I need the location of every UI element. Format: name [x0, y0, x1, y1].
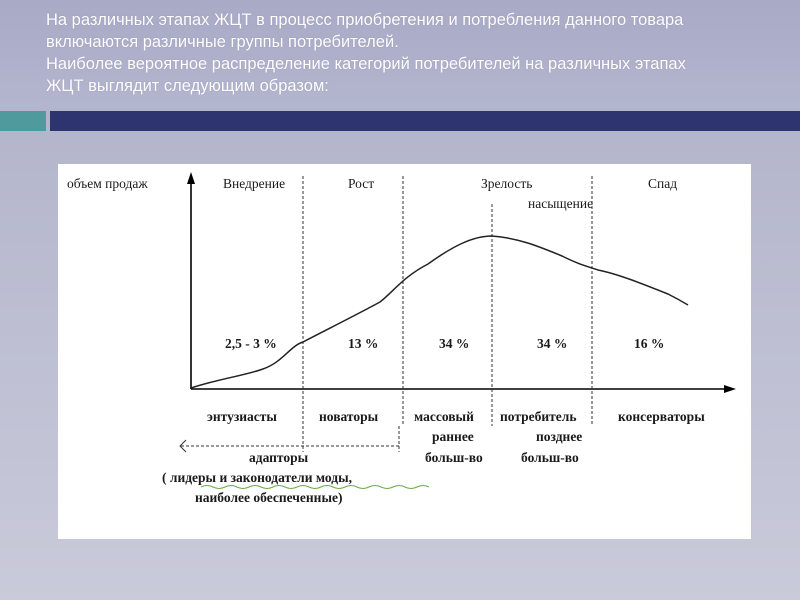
group-mass-early-3: больш-во: [425, 450, 483, 465]
header-line-1: На различных этапах ЖЦТ в процесс приобретения и потребления данного товара: [46, 11, 684, 29]
header-line-4: ЖЦТ выглядит следующим образом:: [46, 77, 329, 95]
group-conservatives: консерваторы: [618, 409, 705, 424]
group-innovators: новаторы: [319, 409, 379, 424]
life-cycle-diagram: [58, 164, 751, 539]
group-enthusiasts: энтузиасты: [207, 409, 277, 424]
y-axis-label: объем продаж: [67, 176, 148, 191]
header-text: [46, 9, 786, 97]
percent-saturation: 34 %: [537, 336, 568, 351]
x-axis-arrow: [724, 385, 736, 393]
group-consumer-late-1: потребитель: [500, 409, 577, 424]
adaptors-note-2: наиболее обеспеченные): [195, 490, 343, 505]
accent-bar-navy: [50, 111, 800, 131]
stage-saturation-label: насыщение: [528, 196, 594, 211]
percent-maturity: 34 %: [439, 336, 470, 351]
stage-intro-label: Внедрение: [223, 176, 286, 191]
product-life-cycle-figure: [58, 164, 751, 539]
header-line-2: включаются различные группы потребителей.: [46, 33, 399, 51]
accent-bar-teal: [0, 111, 46, 131]
adaptors-note-1: ( лидеры и законодатели моды,: [162, 470, 352, 485]
percent-decline: 16 %: [634, 336, 665, 351]
group-mass-early-1: массовый: [414, 409, 474, 424]
header-line-3: Наиболее вероятное распределение категорий потребителей на различных этапах: [46, 55, 686, 73]
stage-growth-label: Рост: [348, 176, 375, 191]
stage-decline-label: Спад: [648, 176, 678, 191]
percent-intro: 2,5 - 3 %: [225, 336, 277, 351]
spellcheck-underline: [201, 486, 429, 489]
adaptors-label: адапторы: [249, 450, 309, 465]
stage-maturity-label: Зрелость: [481, 176, 533, 191]
slide-header: [0, 0, 800, 108]
group-consumer-late-3: больш-во: [521, 450, 579, 465]
sales-curve: [191, 236, 688, 388]
group-consumer-late-2: позднее: [536, 429, 583, 444]
percent-growth: 13 %: [348, 336, 379, 351]
group-mass-early-2: раннее: [432, 429, 474, 444]
y-axis-arrow: [187, 172, 195, 184]
